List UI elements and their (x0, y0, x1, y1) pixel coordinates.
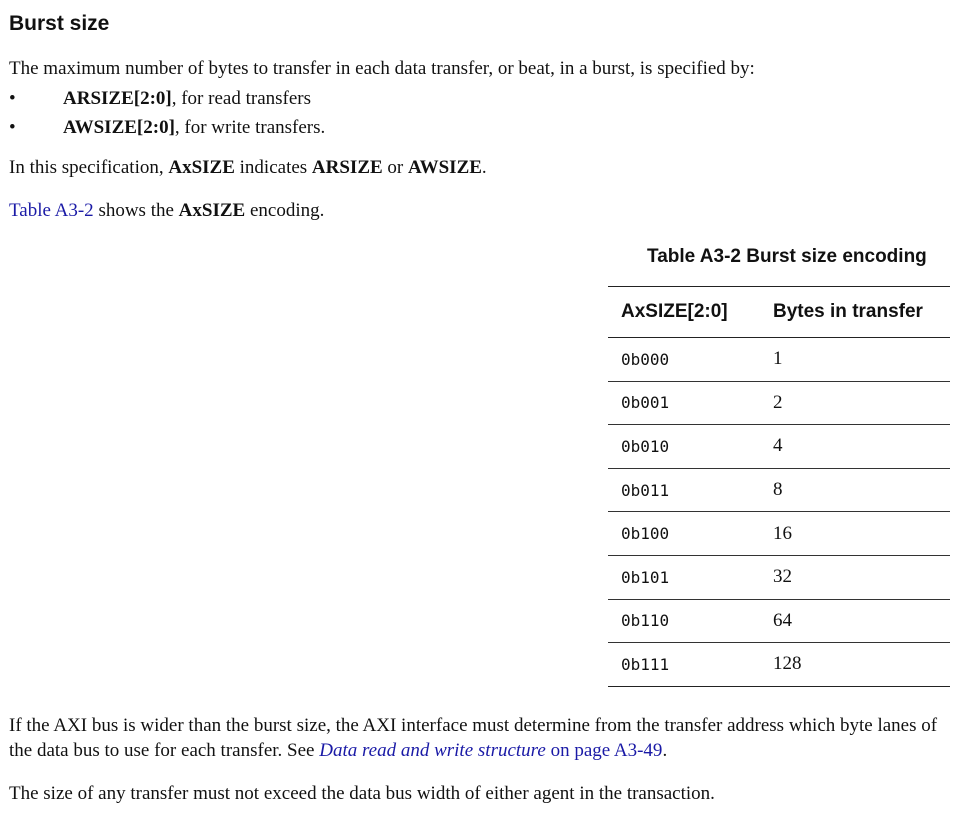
section-heading: Burst size (9, 12, 110, 35)
signal-name: AWSIZE[2:0] (63, 117, 175, 138)
encoding-cell: 0b000 (608, 338, 773, 382)
table-row (608, 512, 950, 556)
table-row (608, 599, 950, 643)
text-run: . (481, 157, 487, 178)
table-header-row (608, 287, 950, 338)
term-awsize: AWSIZE (408, 157, 482, 178)
burst-size-encoding-table (608, 286, 950, 687)
term-axsize: AxSIZE (168, 157, 235, 178)
table-row (608, 381, 950, 425)
bytes-cell: 64 (773, 599, 950, 643)
text-run: encoding. (245, 200, 325, 221)
table-caption: Table A3-2 Burst size encoding (647, 246, 927, 267)
column-header-axsize: AxSIZE[2:0] (608, 287, 773, 338)
bytes-cell: 4 (773, 425, 950, 469)
signal-name: ARSIZE[2:0] (63, 88, 172, 109)
bullet-marker: • (9, 88, 16, 109)
bytes-cell: 128 (773, 643, 950, 687)
term-arsize: ARSIZE (311, 157, 383, 178)
bullet-item-arsize (63, 86, 311, 111)
encoding-cell: 0b010 (608, 425, 773, 469)
text-run: In this specification, (9, 157, 169, 178)
page-reference-link[interactable]: on page A3-49 (545, 740, 663, 761)
encoding-cell: 0b011 (608, 468, 773, 512)
table-reference-paragraph (9, 198, 324, 223)
text-run: shows the (93, 200, 179, 221)
bullet-item-awsize (63, 115, 325, 140)
table-a3-2-link[interactable]: Table A3-2 (9, 200, 94, 221)
intro-paragraph: The maximum number of bytes to transfer in each data transfer, or beat, in a burst, is specified by: (9, 58, 755, 79)
bytes-cell: 2 (773, 381, 950, 425)
spec-note-paragraph (9, 155, 487, 180)
bytes-cell: 16 (773, 512, 950, 556)
table-row (608, 425, 950, 469)
bytes-cell: 32 (773, 555, 950, 599)
bytes-cell: 8 (773, 468, 950, 512)
term-axsize: AxSIZE (178, 200, 246, 221)
text-run: or (382, 157, 408, 178)
bytes-cell: 1 (773, 338, 950, 382)
table-row (608, 468, 950, 512)
encoding-cell: 0b110 (608, 599, 773, 643)
encoding-cell: 0b111 (608, 643, 773, 687)
encoding-cell: 0b001 (608, 381, 773, 425)
text-run: If the AXI bus is wider than the burst size, the AXI interface must determine from the transfer address which byte lanes of the data bus to use for each transfer. See (9, 715, 938, 761)
encoding-cell: 0b100 (608, 512, 773, 556)
bullet-description: , for write transfers. (174, 117, 326, 138)
data-read-write-structure-link[interactable]: Data read and write structure (319, 740, 546, 761)
table-row (608, 643, 950, 687)
bullet-description: , for read transfers (171, 88, 311, 109)
bus-width-paragraph (9, 713, 959, 763)
table-row (608, 338, 950, 382)
encoding-cell: 0b101 (608, 555, 773, 599)
text-run: indicates (234, 157, 312, 178)
text-run: . (662, 740, 668, 761)
table-row (608, 555, 950, 599)
bullet-marker: • (9, 117, 16, 138)
transfer-size-paragraph: The size of any transfer must not exceed the data bus width of either agent in the transaction. (9, 783, 715, 804)
column-header-bytes: Bytes in transfer (773, 287, 950, 338)
